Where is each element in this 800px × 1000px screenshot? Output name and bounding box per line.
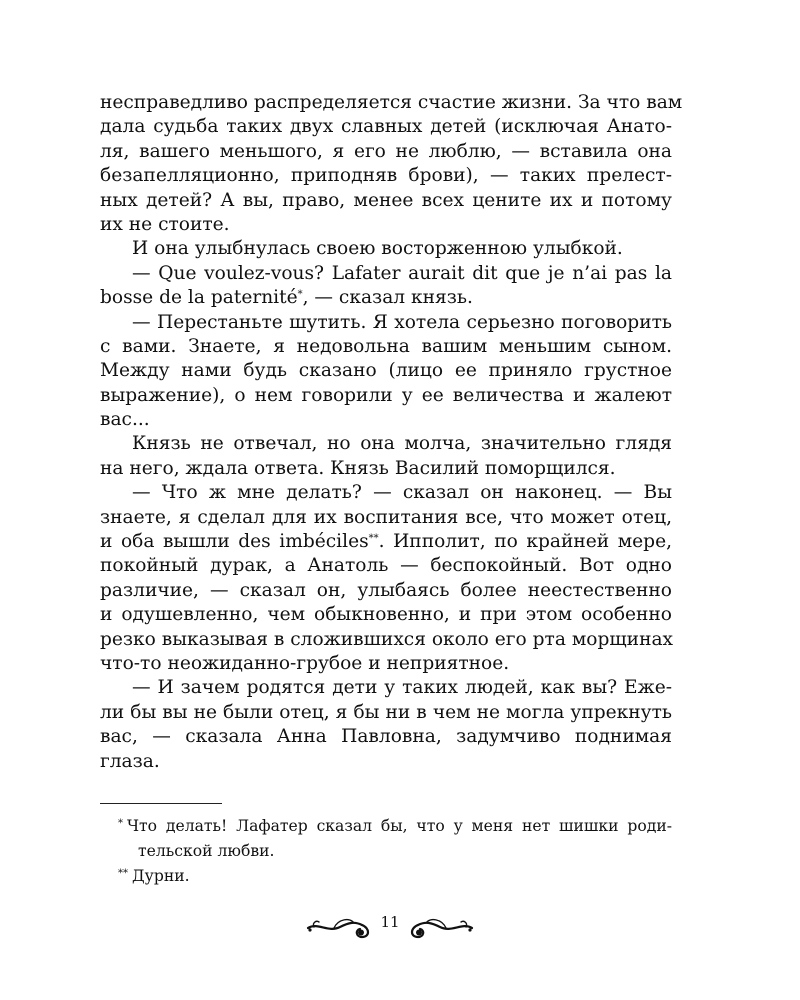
text-line: — Что ж мне делать? — сказал он наконец. — Вы [132,482,672,504]
footnote-1-continued: тельской любви. [138,842,275,860]
text-fragment: . Ипполит, по крайней мере, [378,531,672,553]
text-line: безапелляционно, приподняв брови), — таких прелест- [100,165,672,187]
text-line: с вами. Знаете, я недовольна вашим меньшим сыном. [100,335,672,357]
footnote-text: Дурни. [132,867,190,885]
footnote-divider [100,803,222,804]
text-line: — Que voulez-vous? Lafater aurait dit que je n’ai pas la [132,262,672,284]
text-line: ных детей? А вы, право, менее всех цените их и потому [100,189,672,211]
flourish-ornament-icon [406,911,476,941]
flourish-ornament-icon [304,911,374,941]
folio [300,905,500,945]
text-line: выражение), о нем говорили у ее величества и жалеют [100,384,672,406]
text-line: несправедливо распределяется счастие жизни. За что вам [100,92,683,113]
text-line [100,286,672,310]
text-line: и одушевленно, чем обыкновенно, и при этом особенно [100,604,672,626]
text-line: — Перестаньте шутить. Я хотела серьезно поговорить [132,311,672,333]
footnote-2 [118,864,672,889]
text-line: Между нами будь сказано (лицо ее приняло грустное [100,360,672,382]
text-line [100,530,672,554]
text-line: ля, вашего меньшого, я его не люблю, — вставила она [100,140,672,162]
page-number: 11 [380,913,400,931]
text-line: глаза. [100,750,160,772]
footnote-mark: ** [118,868,128,879]
footnotes [118,814,672,889]
text-line: резко выказывая в сложившихся около его рта морщинах [100,628,674,650]
text-line: покойный дурак, а Анатоль — беспокойный. Вот одно [100,555,672,577]
footnote-mark: * [118,818,123,829]
text-line: Князь не отвечал, но она молча, значительно глядя [132,433,672,455]
text-line: ли бы вы не были отец, я бы ни в чем не могла упрекнуть [100,701,672,723]
footnote-ref[interactable]: ** [368,533,379,545]
text-fragment: bosse de la paternité [100,287,298,309]
text-line: И она улыбнулась своею восторженною улыбкой. [132,238,623,260]
text-line: на него, ждала ответа. Князь Василий поморщился. [100,457,616,479]
text-line: их не стоите. [100,213,230,235]
text-line: различие, — сказал он, улыбаясь более неестественно [100,579,672,601]
text-line: дала судьба таких двух славных детей (исключая Анато- [100,116,672,138]
body-text [100,91,683,774]
text-line: — И зачем родятся дети у таких людей, как вы? Еже- [132,677,672,699]
footnote-text: Что делать! Лафатер сказал бы, что у меня нет шишки роди- [127,817,672,835]
text-line: знаете, я сделал для их воспитания все, что может отец, [100,506,672,528]
text-fragment: , — сказал князь. [302,287,473,309]
text-line: вас, — сказала Анна Павловна, задумчиво поднимая [100,726,672,748]
footnote-ref[interactable]: * [297,289,303,301]
text-line: что-то неожиданно-грубое и неприятное. [100,652,510,674]
text-fragment: и оба вышли des imbéciles [100,531,369,553]
text-line: вас... [100,409,150,431]
footnote-1 [118,814,672,839]
